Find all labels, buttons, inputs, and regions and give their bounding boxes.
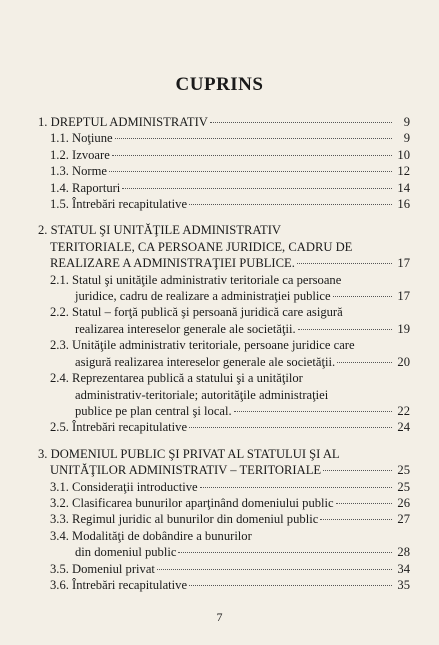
section-heading[interactable] xyxy=(38,222,410,271)
page-title: CUPRINS xyxy=(175,74,264,95)
entry-row xyxy=(50,130,410,146)
entry-row xyxy=(50,288,410,304)
toc-entry[interactable] xyxy=(50,196,410,212)
entry-line: 2.4. Reprezentarea publică a statului şi a unităţilor xyxy=(50,371,303,386)
section-heading-line: 2. STATUL ŞI UNITĂŢILE ADMINISTRATIV xyxy=(38,223,282,238)
table-of-contents xyxy=(38,114,410,593)
toc-section xyxy=(38,446,410,594)
toc-entry[interactable] xyxy=(50,337,410,370)
toc-entry[interactable] xyxy=(50,163,410,179)
page-ref: 28 xyxy=(397,545,410,560)
toc-entry[interactable] xyxy=(50,147,410,163)
entry-line: realizarea intereselor generale ale societăţii. xyxy=(75,321,296,336)
entry-line: 3.1. Consideraţii introductive xyxy=(50,479,198,494)
page-ref: 10 xyxy=(397,147,410,162)
section-heading-line: 3. DOMENIUL PUBLIC ŞI PRIVAT AL STATULUI ŞI AL xyxy=(38,446,340,461)
toc-entry[interactable] xyxy=(50,577,410,593)
entry-line: 1.3. Norme xyxy=(50,164,108,179)
entry-line: 3.6. Întrebări recapitulative xyxy=(50,577,188,592)
page-ref: 16 xyxy=(397,197,410,212)
toc-entry[interactable] xyxy=(50,419,410,435)
entry-line: 1.1. Noţiune xyxy=(50,131,113,146)
section-heading[interactable] xyxy=(38,446,410,479)
entry-line: 1.4. Raporturi xyxy=(50,180,121,195)
page-ref: 25 xyxy=(397,463,410,478)
entry-line: asigură realizarea intereselor generale ale societăţii. xyxy=(75,354,336,369)
dot-leader xyxy=(115,138,392,139)
section-heading-line: REALIZARE A ADMINISTRAŢIEI PUBLICE. xyxy=(50,256,295,271)
entry-row xyxy=(50,419,410,435)
page-ref: 26 xyxy=(397,495,410,510)
section-heading[interactable] xyxy=(38,114,410,130)
subsection-list xyxy=(38,130,410,212)
subsection-list xyxy=(38,272,410,436)
dot-leader xyxy=(189,585,392,586)
dot-leader xyxy=(297,263,392,264)
page-ref: 9 xyxy=(403,131,410,146)
dot-leader xyxy=(122,188,392,189)
entry-line: 3.2. Clasificarea bunurilor aparţinând domeniului public xyxy=(50,495,334,510)
toc-entry[interactable] xyxy=(50,511,410,527)
dot-leader xyxy=(210,122,392,123)
entry-row xyxy=(50,544,410,560)
section-heading-line: TERITORIALE, CA PERSOANE JURIDICE, CADRU DE xyxy=(50,239,353,254)
entry-row xyxy=(50,163,410,179)
page-ref: 17 xyxy=(397,256,410,271)
dot-leader xyxy=(336,503,392,504)
toc-entry[interactable] xyxy=(50,561,410,577)
entry-row xyxy=(50,511,410,527)
entry-line: 2.5. Întrebări recapitulative xyxy=(50,420,188,435)
entry-line: 3.5. Domeniul privat xyxy=(50,561,155,576)
page-ref: 12 xyxy=(397,164,410,179)
subsection-list xyxy=(38,479,410,594)
page-ref: 27 xyxy=(397,512,410,527)
entry-line: 2.3. Unităţile administrativ teritoriale, persoane juridice care xyxy=(50,338,355,353)
entry-line: juridice, cadru de realizare a administraţiei publice xyxy=(75,289,331,304)
dot-leader xyxy=(189,204,392,205)
page-ref: 14 xyxy=(397,180,410,195)
entry-row xyxy=(50,495,410,511)
page-ref: 17 xyxy=(397,289,410,304)
page-ref: 35 xyxy=(397,577,410,592)
page-ref: 19 xyxy=(397,321,410,336)
dot-leader xyxy=(333,296,392,297)
page-number: 7 xyxy=(216,610,223,624)
dot-leader xyxy=(200,487,392,488)
entry-row xyxy=(38,255,410,271)
toc-entry[interactable] xyxy=(50,495,410,511)
toc-section xyxy=(38,114,410,212)
page-ref: 34 xyxy=(397,561,410,576)
dot-leader xyxy=(234,411,392,412)
entry-line: 3.4. Modalităţi de dobândire a bunurilor xyxy=(50,528,252,543)
page-ref: 24 xyxy=(397,420,410,435)
dot-leader xyxy=(337,362,392,363)
dot-leader xyxy=(320,519,392,520)
entry-row xyxy=(38,462,410,478)
dot-leader xyxy=(178,552,392,553)
toc-entry[interactable] xyxy=(50,304,410,337)
page-ref: 25 xyxy=(397,479,410,494)
toc-entry[interactable] xyxy=(50,272,410,305)
entry-row xyxy=(50,561,410,577)
entry-row xyxy=(50,196,410,212)
toc-section xyxy=(38,222,410,435)
dot-leader xyxy=(112,155,392,156)
entry-row xyxy=(38,114,410,130)
toc-entry[interactable] xyxy=(50,180,410,196)
entry-line: administrativ-teritoriale; autorităţile administraţiei xyxy=(75,387,329,402)
entry-line: 2.1. Statul şi unităţile administrativ teritoriale ca persoane xyxy=(50,272,342,287)
entry-line: 1.2. Izvoare xyxy=(50,147,110,162)
entry-line: 2.2. Statul – forţă publică şi persoană juridică care asigură xyxy=(50,305,343,320)
entry-line: publice pe plan central şi local. xyxy=(75,403,232,418)
entry-row xyxy=(50,180,410,196)
entry-row xyxy=(50,354,410,370)
entry-row xyxy=(50,577,410,593)
entry-row xyxy=(50,479,410,495)
page-ref: 22 xyxy=(397,403,410,418)
toc-entry[interactable] xyxy=(50,479,410,495)
entry-row xyxy=(50,403,410,419)
page-ref: 9 xyxy=(403,115,410,129)
toc-entry[interactable] xyxy=(50,528,410,561)
page-ref: 20 xyxy=(397,354,410,369)
dot-leader xyxy=(323,470,392,471)
dot-leader xyxy=(109,171,392,172)
entry-row xyxy=(50,147,410,163)
entry-line: 3.3. Regimul juridic al bunurilor din domeniul public xyxy=(50,512,319,527)
dot-leader xyxy=(189,427,392,428)
section-heading-line: 1. DREPTUL ADMINISTRATIV xyxy=(38,115,208,129)
toc-entry[interactable] xyxy=(50,130,410,146)
dot-leader xyxy=(298,329,392,330)
dot-leader xyxy=(157,569,392,570)
entry-line: din domeniul public xyxy=(75,545,177,560)
entry-line: 1.5. Întrebări recapitulative xyxy=(50,197,188,212)
toc-entry[interactable] xyxy=(50,370,410,419)
section-heading-line: UNITĂŢILOR ADMINISTRATIV – TERITORIALE xyxy=(50,463,322,478)
entry-row xyxy=(50,321,410,337)
